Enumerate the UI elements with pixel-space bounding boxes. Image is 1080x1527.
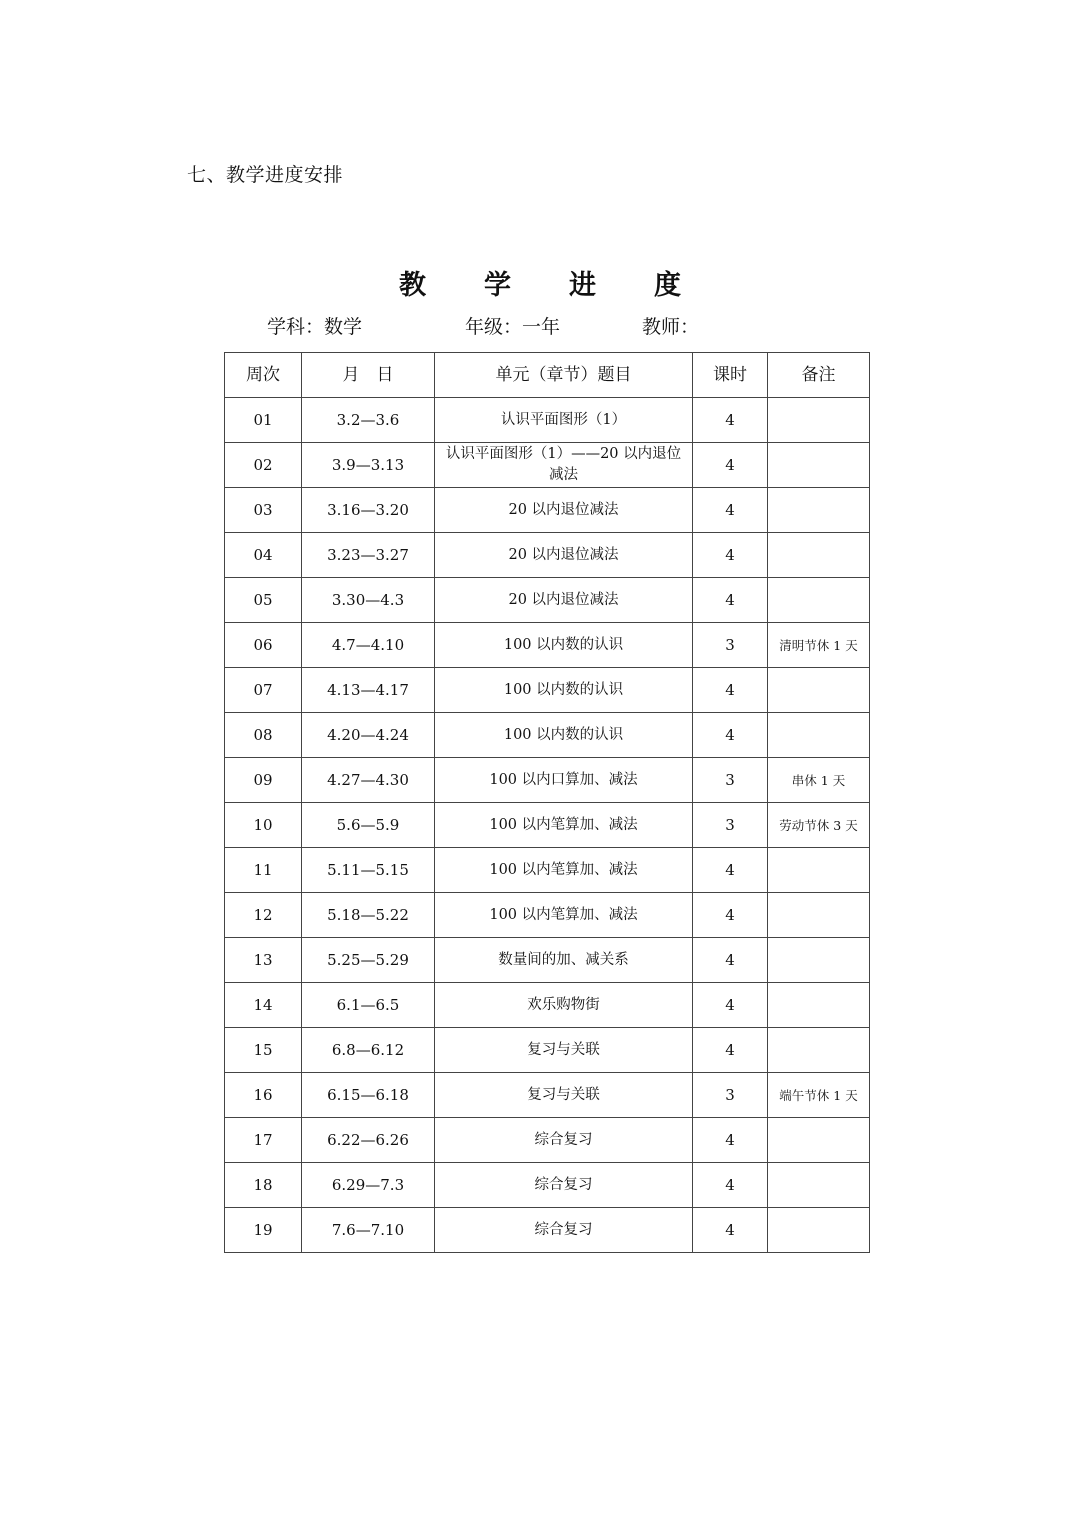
- header-week: 周次: [225, 353, 302, 398]
- cell-topic: 100 以内笔算加、减法: [435, 893, 693, 938]
- cell-hours: 4: [693, 983, 768, 1028]
- cell-week: 12: [225, 893, 302, 938]
- cell-note: [768, 533, 870, 578]
- cell-hours: 4: [693, 488, 768, 533]
- cell-note: [768, 578, 870, 623]
- grade-label: 年级：一年: [465, 316, 561, 338]
- schedule-body: [225, 398, 870, 1253]
- title-char: 教: [399, 270, 426, 301]
- cell-note: 劳动节休 3 天: [768, 803, 870, 848]
- cell-topic: 复习与关联: [435, 1028, 693, 1073]
- cell-date: 3.9—3.13: [302, 443, 435, 488]
- table-header-row: [225, 353, 870, 398]
- cell-week: 18: [225, 1163, 302, 1208]
- header-hours: 课时: [693, 353, 768, 398]
- cell-note: [768, 1118, 870, 1163]
- cell-hours: 4: [693, 398, 768, 443]
- table-row: [225, 938, 870, 983]
- cell-note: [768, 893, 870, 938]
- cell-week: 15: [225, 1028, 302, 1073]
- cell-note: 清明节休 1 天: [768, 623, 870, 668]
- cell-note: [768, 398, 870, 443]
- cell-note: [768, 1163, 870, 1208]
- table-row: [225, 848, 870, 893]
- cell-topic: 100 以内数的认识: [435, 713, 693, 758]
- table-row: [225, 488, 870, 533]
- subject-label: 学科：数学: [267, 316, 363, 338]
- cell-week: 08: [225, 713, 302, 758]
- cell-week: 07: [225, 668, 302, 713]
- cell-date: 5.11—5.15: [302, 848, 435, 893]
- cell-date: 7.6—7.10: [302, 1208, 435, 1253]
- teacher-label: 教师：: [642, 316, 700, 338]
- table-row: [225, 1163, 870, 1208]
- table-row: [225, 668, 870, 713]
- cell-topic: 100 以内数的认识: [435, 668, 693, 713]
- cell-hours: 3: [693, 623, 768, 668]
- cell-note: 端午节休 1 天: [768, 1073, 870, 1118]
- cell-week: 09: [225, 758, 302, 803]
- cell-date: 3.23—3.27: [302, 533, 435, 578]
- cell-date: 3.30—4.3: [302, 578, 435, 623]
- title-char: 度: [654, 270, 681, 301]
- cell-note: [768, 443, 870, 488]
- cell-week: 17: [225, 1118, 302, 1163]
- cell-topic: 20 以内退位减法: [435, 488, 693, 533]
- title-char: 进: [569, 270, 596, 301]
- title-char: 学: [484, 270, 511, 301]
- cell-date: 3.16—3.20: [302, 488, 435, 533]
- cell-hours: 4: [693, 848, 768, 893]
- table-row: [225, 713, 870, 758]
- cell-hours: 3: [693, 1073, 768, 1118]
- table-row: [225, 803, 870, 848]
- cell-date: 6.29—7.3: [302, 1163, 435, 1208]
- table-row: [225, 983, 870, 1028]
- cell-topic: 100 以内笔算加、减法: [435, 803, 693, 848]
- cell-date: 6.22—6.26: [302, 1118, 435, 1163]
- header-topic: 单元（章节）题目: [435, 353, 693, 398]
- cell-note: [768, 1208, 870, 1253]
- cell-topic: 20 以内退位减法: [435, 578, 693, 623]
- cell-topic: 20 以内退位减法: [435, 533, 693, 578]
- cell-note: [768, 668, 870, 713]
- schedule-table: [224, 352, 870, 1253]
- table-row: [225, 893, 870, 938]
- cell-date: 4.20—4.24: [302, 713, 435, 758]
- cell-week: 02: [225, 443, 302, 488]
- cell-week: 05: [225, 578, 302, 623]
- table-row: [225, 1208, 870, 1253]
- cell-date: 5.25—5.29: [302, 938, 435, 983]
- cell-week: 16: [225, 1073, 302, 1118]
- cell-note: [768, 488, 870, 533]
- cell-date: 5.6—5.9: [302, 803, 435, 848]
- header-date: 月 日: [302, 353, 435, 398]
- cell-week: 13: [225, 938, 302, 983]
- cell-date: 6.8—6.12: [302, 1028, 435, 1073]
- cell-note: [768, 1028, 870, 1073]
- cell-week: 19: [225, 1208, 302, 1253]
- cell-topic: 数量间的加、减关系: [435, 938, 693, 983]
- cell-week: 01: [225, 398, 302, 443]
- cell-week: 03: [225, 488, 302, 533]
- table-row: [225, 758, 870, 803]
- cell-hours: 4: [693, 713, 768, 758]
- cell-topic: 综合复习: [435, 1163, 693, 1208]
- cell-week: 14: [225, 983, 302, 1028]
- cell-date: 4.7—4.10: [302, 623, 435, 668]
- table-row: [225, 578, 870, 623]
- section-heading: 七、教学进度安排: [187, 164, 344, 186]
- cell-topic: 100 以内口算加、减法: [435, 758, 693, 803]
- document-title: [0, 263, 1080, 302]
- cell-week: 04: [225, 533, 302, 578]
- cell-topic: 认识平面图形（1）: [435, 398, 693, 443]
- cell-date: 3.2—3.6: [302, 398, 435, 443]
- cell-topic: 复习与关联: [435, 1073, 693, 1118]
- cell-date: 5.18—5.22: [302, 893, 435, 938]
- table-row: [225, 533, 870, 578]
- cell-note: [768, 983, 870, 1028]
- cell-week: 11: [225, 848, 302, 893]
- cell-date: 6.1—6.5: [302, 983, 435, 1028]
- table-row: [225, 398, 870, 443]
- cell-hours: 4: [693, 578, 768, 623]
- cell-topic: 认识平面图形（1）——20 以内退位减法: [435, 443, 693, 488]
- cell-hours: 3: [693, 803, 768, 848]
- cell-week: 10: [225, 803, 302, 848]
- cell-hours: 4: [693, 893, 768, 938]
- document-meta: [0, 312, 1080, 342]
- cell-note: 串休 1 天: [768, 758, 870, 803]
- header-note: 备注: [768, 353, 870, 398]
- cell-hours: 4: [693, 938, 768, 983]
- cell-topic: 综合复习: [435, 1118, 693, 1163]
- cell-week: 06: [225, 623, 302, 668]
- cell-hours: 4: [693, 533, 768, 578]
- cell-date: 4.27—4.30: [302, 758, 435, 803]
- cell-topic: 综合复习: [435, 1208, 693, 1253]
- cell-hours: 4: [693, 1163, 768, 1208]
- cell-hours: 3: [693, 758, 768, 803]
- cell-topic: 100 以内数的认识: [435, 623, 693, 668]
- cell-topic: 欢乐购物街: [435, 983, 693, 1028]
- cell-hours: 4: [693, 443, 768, 488]
- cell-hours: 4: [693, 668, 768, 713]
- cell-note: [768, 713, 870, 758]
- table-row: [225, 1073, 870, 1118]
- cell-date: 4.13—4.17: [302, 668, 435, 713]
- cell-hours: 4: [693, 1028, 768, 1073]
- cell-note: [768, 938, 870, 983]
- table-row: [225, 443, 870, 488]
- cell-date: 6.15—6.18: [302, 1073, 435, 1118]
- table-row: [225, 623, 870, 668]
- cell-hours: 4: [693, 1208, 768, 1253]
- cell-hours: 4: [693, 1118, 768, 1163]
- table-row: [225, 1028, 870, 1073]
- table-row: [225, 1118, 870, 1163]
- cell-note: [768, 848, 870, 893]
- cell-topic: 100 以内笔算加、减法: [435, 848, 693, 893]
